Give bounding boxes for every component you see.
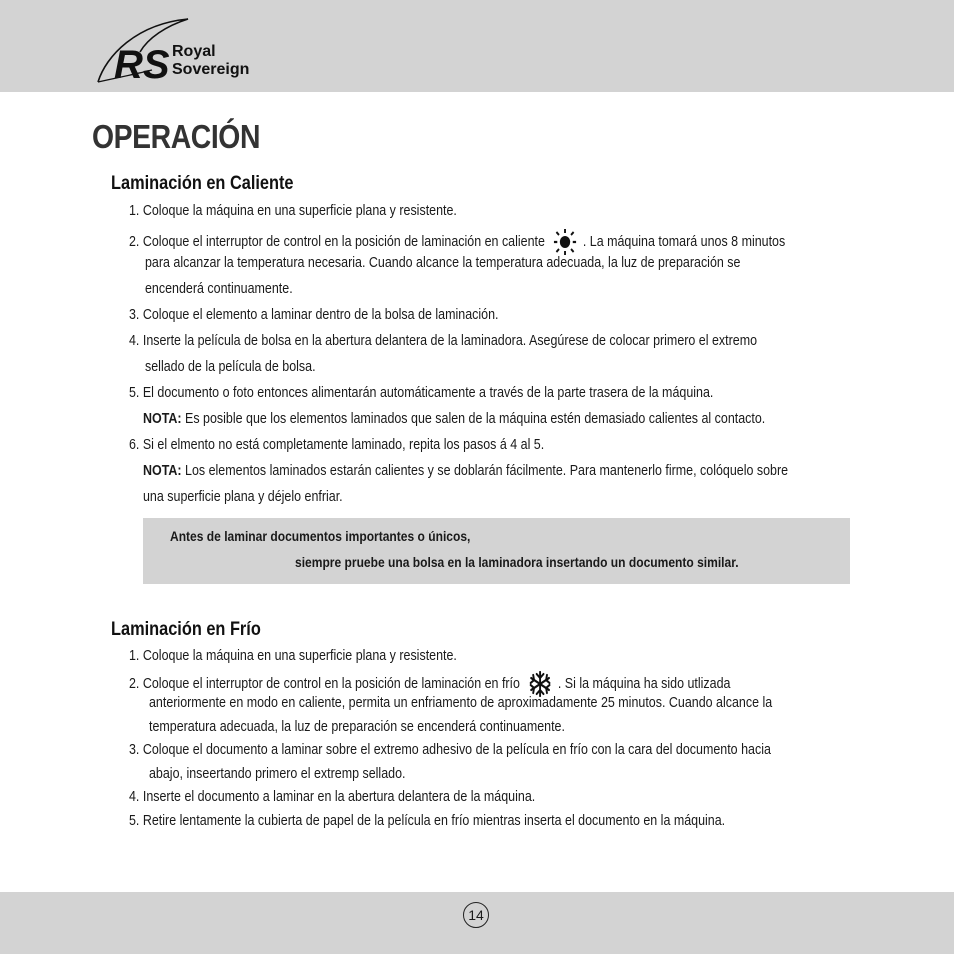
callout-line-1: Antes de laminar documentos importantes o únicos, <box>170 528 471 544</box>
brand-initials: RS <box>114 43 170 87</box>
cold-step-4: 4. Inserte el documento a laminar en la abertura delantera de la máquina. <box>129 789 536 805</box>
note-label: NOTA: <box>143 463 182 479</box>
note-label: NOTA: <box>143 411 182 427</box>
cold-step-2-cont: anteriormente en modo en caliente, permita un enfriamento de aproximadamente 25 minutos. Cuando alcance la <box>149 695 773 711</box>
hot-step-2 <box>129 229 785 255</box>
brand-line2: Sovereign <box>172 61 250 78</box>
hot-step-4-cont: sellado de la película de bolsa. <box>145 359 316 375</box>
note-text: Es posible que los elementos laminados que salen de la máquina estén demasiado calientes al contacto. <box>185 411 766 427</box>
hot-note-2 <box>143 463 788 479</box>
sun-icon <box>554 229 576 255</box>
hot-step-4: 4. Inserte la película de bolsa en la abertura delantera de la laminadora. Asegúrese de colocar primero el extremo <box>129 333 758 349</box>
cold-step-3-cont: abajo, inseertando primero el extremp sellado. <box>149 766 406 782</box>
hot-step-3: 3. Coloque el elemento a laminar dentro de la bolsa de laminación. <box>129 307 499 323</box>
hot-note-2-cont: una superficie plana y déjelo enfriar. <box>143 489 343 505</box>
hot-note-1 <box>143 411 765 427</box>
hot-step-2-text: 2. Coloque el interruptor de control en la posición de laminación en caliente <box>129 233 545 250</box>
hot-step-6: 6. Si el elmento no está completamente laminado, repita los pasos á 4 al 5. <box>129 437 545 453</box>
cold-step-1: 1. Coloque la máquina en una superficie plana y resistente. <box>129 648 457 664</box>
cold-step-2-tail: . Si la máquina ha sido utlizada <box>557 675 731 692</box>
page-number: 14 <box>463 902 489 928</box>
note-text: Los elementos laminados estarán calientes y se doblarán fácilmente. Para mantenerlo firme, colóquelo sobre <box>185 463 789 479</box>
warning-callout <box>143 518 850 584</box>
section-title-cold: Laminación en Frío <box>111 619 261 640</box>
hot-step-2-cont: para alcanzar la temperatura necesaria. Cuando alcance la temperatura adecuada, la luz de preparación se <box>145 255 741 271</box>
page-title: OPERACIÓN <box>92 118 261 155</box>
section-title-hot: Laminación en Caliente <box>111 173 294 194</box>
cold-step-3: 3. Coloque el documento a laminar sobre el extremo adhesivo de la película en frío con la cara del documento hacia <box>129 742 771 758</box>
cold-step-2-text: 2. Coloque el interruptor de control en la posición de laminación en frío <box>129 675 520 692</box>
hot-step-2-cont2: encenderá continuamente. <box>145 281 293 297</box>
hot-step-2-tail: . La máquina tomará unos 8 minutos <box>582 233 786 250</box>
cold-step-2-cont2: temperatura adecuada, la luz de preparación se encenderá continuamente. <box>149 719 565 735</box>
callout-line-2: siempre pruebe una bolsa en la laminadora insertando un documento similar. <box>295 554 739 570</box>
hot-step-1: 1. Coloque la máquina en una superficie plana y resistente. <box>129 203 457 219</box>
cold-step-5: 5. Retire lentamente la cubierta de papel de la película en frío mientras inserta el documento en la máquina. <box>129 813 726 829</box>
hot-step-5: 5. El documento o foto entonces alimentarán automáticamente a través de la parte trasera de la máquina. <box>129 385 714 401</box>
cold-step-2 <box>129 671 730 697</box>
page-header <box>0 0 954 92</box>
snowflake-icon <box>529 671 551 697</box>
royal-sovereign-logo <box>96 16 296 88</box>
brand-line1: Royal <box>172 43 216 60</box>
